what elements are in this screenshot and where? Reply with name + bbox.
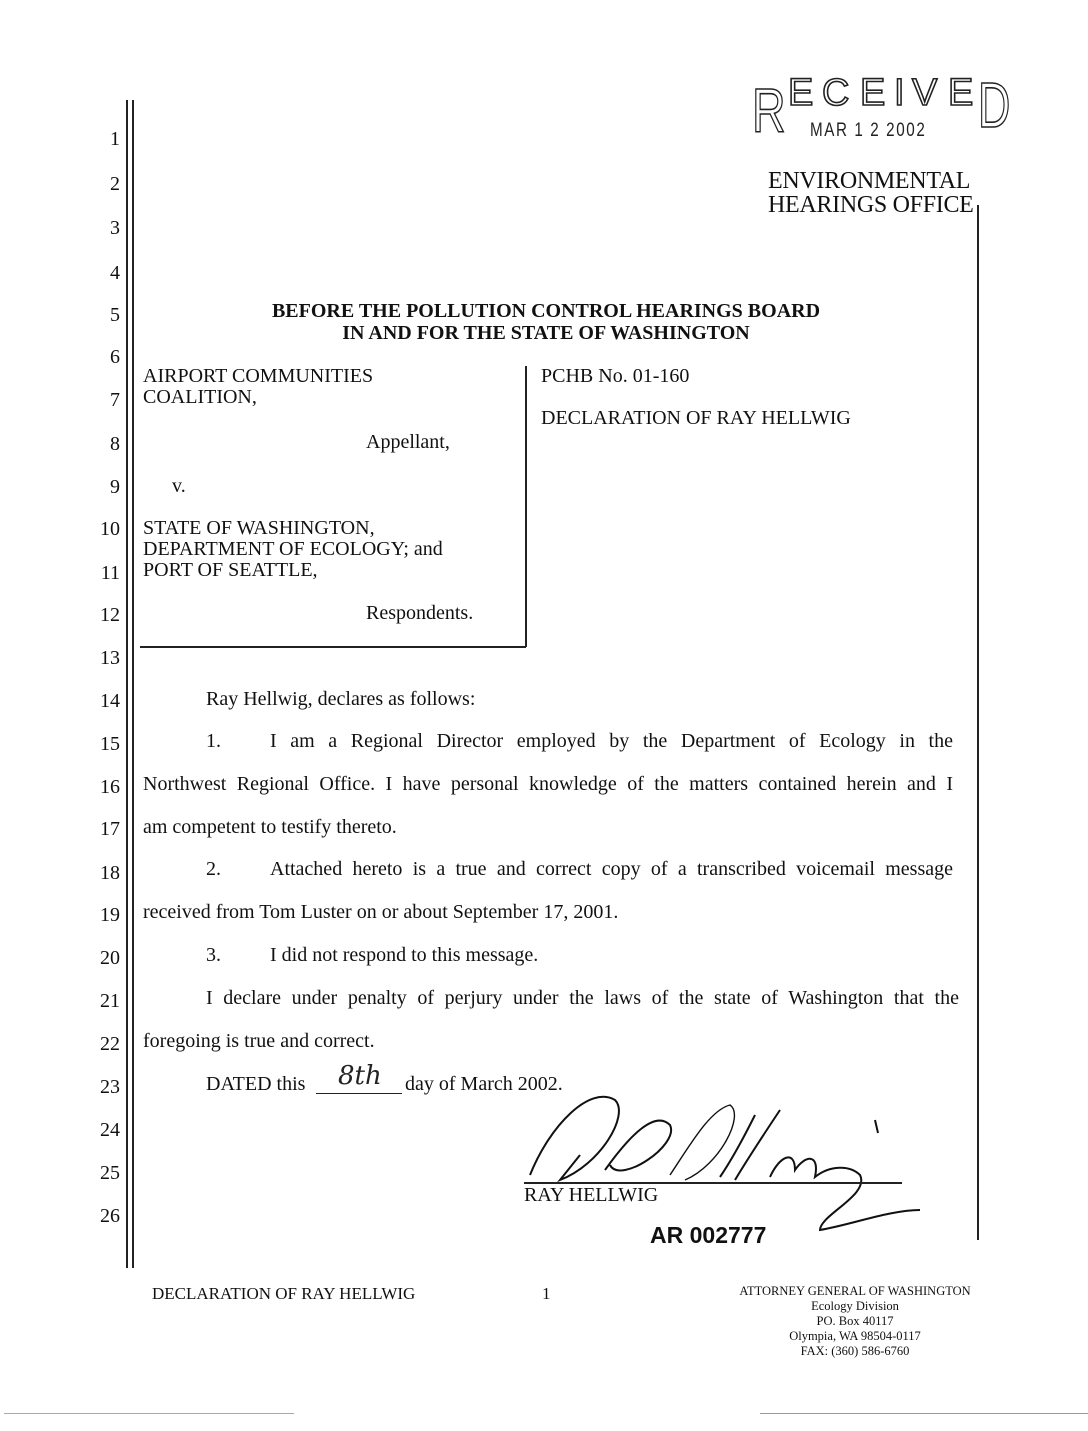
signer-name: RAY HELLWIG <box>524 1184 659 1206</box>
caption-divider-vertical <box>525 366 527 647</box>
stamp-letter: E <box>860 72 886 114</box>
footer-office-line4: Olympia, WA 98504-0117 <box>789 1329 921 1343</box>
stamp-letter: E <box>788 72 814 114</box>
case-number: PCHB No. 01-160 <box>541 365 690 387</box>
respondent-role: Respondents. <box>366 602 474 624</box>
respondent-line3: PORT OF SEATTLE, <box>143 559 318 581</box>
line-number: 24 <box>100 1119 120 1141</box>
declaration-line1: I declare under penalty of perjury under the laws of the state of Washington that the <box>206 987 959 1009</box>
stamp-letter: V <box>912 72 938 114</box>
line-number: 15 <box>100 733 120 755</box>
line-number: 11 <box>100 562 120 584</box>
paragraph-2-line2: received from Tom Luster on or about September 17, 2001. <box>143 901 619 923</box>
line-number: 4 <box>110 262 120 284</box>
paragraph-1-line1: I am a Regional Director employed by the Department of Ecology in the <box>270 730 953 752</box>
page-number: 1 <box>542 1284 551 1303</box>
footer-office-line1: ATTORNEY GENERAL OF WASHINGTON <box>739 1284 971 1298</box>
dated-suffix: day of March 2002. <box>405 1073 563 1095</box>
document-title: DECLARATION OF RAY HELLWIG <box>541 407 851 429</box>
stamp-office-line2: HEARINGS OFFICE <box>768 192 974 218</box>
appellant-name-line2: COALITION, <box>143 386 257 408</box>
left-margin-rule-outer <box>126 100 128 1268</box>
footer-office-line2: Ecology Division <box>811 1299 899 1313</box>
caption-divider-horizontal <box>140 646 526 648</box>
stamp-letter: D <box>978 69 1011 141</box>
stamp-date: MAR 1 2 2002 <box>810 120 927 141</box>
line-number: 25 <box>100 1162 120 1184</box>
line-number: 16 <box>100 776 120 798</box>
line-number: 19 <box>100 904 120 926</box>
dated-prefix: DATED this <box>206 1073 306 1095</box>
line-number: 17 <box>100 818 120 840</box>
appellant-name-line1: AIRPORT COMMUNITIES <box>143 365 374 387</box>
line-number: 22 <box>100 1033 120 1055</box>
right-margin-rule <box>977 205 979 1240</box>
bates-number: AR 002777 <box>650 1222 767 1248</box>
paragraph-2-line1: Attached hereto is a true and correct copy of a transcribed voicemail message <box>270 858 953 880</box>
footer-office-line3: PO. Box 40117 <box>816 1314 894 1328</box>
respondent-line2: DEPARTMENT OF ECOLOGY; and <box>143 538 443 560</box>
left-margin-rule-inner <box>132 100 134 1268</box>
line-number: 13 <box>100 647 120 669</box>
paragraph-1-line2: Northwest Regional Office. I have personal knowledge of the matters contained herein and I <box>143 773 953 795</box>
footer-office-block <box>690 1284 1020 1359</box>
line-number: 23 <box>100 1076 120 1098</box>
paragraph-3-number: 3. <box>206 944 221 966</box>
versus: v. <box>172 475 186 497</box>
footer-office-line5: FAX: (360) 586-6760 <box>800 1344 910 1358</box>
dated-day-blank <box>316 1061 402 1094</box>
stamp-letter: C <box>822 72 850 114</box>
dated-day-handwritten: 8th <box>338 1061 382 1091</box>
line-number: 3 <box>110 217 120 239</box>
stamp-letter: R <box>752 77 786 146</box>
respondent-line1: STATE OF WASHINGTON, <box>143 517 375 539</box>
line-number: 21 <box>100 990 120 1012</box>
line-number: 2 <box>110 173 120 195</box>
appellant-role: Appellant, <box>366 431 450 453</box>
line-number: 9 <box>110 476 120 498</box>
line-number: 6 <box>110 346 120 368</box>
stamp-office-line1: ENVIRONMENTAL <box>768 168 971 194</box>
line-number: 12 <box>100 604 120 626</box>
stamp-letter: I <box>894 72 905 114</box>
court-heading-line2: IN AND FOR THE STATE OF WASHINGTON <box>342 322 750 344</box>
line-number: 26 <box>100 1205 120 1227</box>
paragraph-1-line3: am competent to testify thereto. <box>143 816 397 838</box>
line-number: 18 <box>100 862 120 884</box>
footer-document-title: DECLARATION OF RAY HELLWIG <box>152 1284 416 1303</box>
line-number: 5 <box>110 304 120 326</box>
paragraph-3-line1: I did not respond to this message. <box>270 944 539 966</box>
scan-edge-line-left <box>4 1413 294 1414</box>
intro-line: Ray Hellwig, declares as follows: <box>206 688 476 710</box>
line-number: 14 <box>100 690 120 712</box>
scan-edge-line-right <box>760 1413 1088 1414</box>
line-number: 7 <box>110 389 120 411</box>
line-number: 8 <box>110 433 120 455</box>
declaration-line2: foregoing is true and correct. <box>143 1030 375 1052</box>
line-number: 10 <box>100 518 120 540</box>
line-number: 1 <box>110 128 120 150</box>
paragraph-1-number: 1. <box>206 730 221 752</box>
court-heading-line1: BEFORE THE POLLUTION CONTROL HEARINGS BOARD <box>271 300 821 322</box>
signature-scrawl <box>520 1085 940 1245</box>
stamp-letter: E <box>948 72 974 114</box>
paragraph-2-number: 2. <box>206 858 221 880</box>
line-number: 20 <box>100 947 120 969</box>
